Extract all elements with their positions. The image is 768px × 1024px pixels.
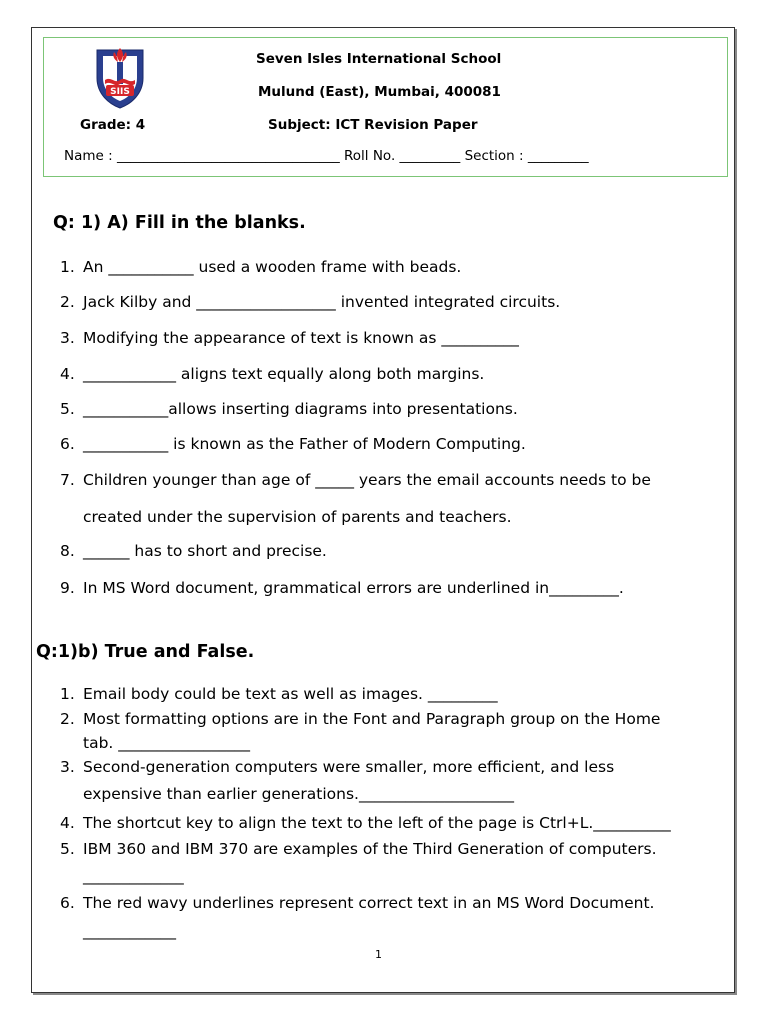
question-number: 4. — [60, 814, 75, 832]
question-number: 1. — [60, 258, 75, 276]
question-number: 2. — [60, 293, 75, 311]
question-text-continued: expensive than earlier generations.____________________ — [83, 785, 514, 803]
section-b-title: Q:1)b) True and False. — [36, 642, 255, 662]
question-number: 8. — [60, 542, 75, 560]
question-text-continued: created under the supervision of parents and teachers. — [83, 508, 512, 526]
question-number: 3. — [60, 758, 75, 776]
school-address: Mulund (East), Mumbai, 400081 — [258, 84, 501, 100]
question-number: 3. — [60, 329, 75, 347]
question-number: 2. — [60, 710, 75, 728]
question-text: The shortcut key to align the text to the left of the page is Ctrl+L.__________ — [83, 814, 671, 832]
student-details-line: Name : _________________________________ Roll No. _________ Section : _________ — [64, 148, 589, 164]
question-number: 7. — [60, 471, 75, 489]
question-text: ___________allows inserting diagrams into presentations. — [83, 400, 518, 418]
question-text: Most formatting options are in the Font and Paragraph group on the Home — [83, 710, 661, 728]
question-text: Modifying the appearance of text is known as __________ — [83, 329, 519, 347]
section-a-title: Q: 1) A) Fill in the blanks. — [53, 213, 306, 233]
subject-label: Subject: ICT Revision Paper — [268, 117, 478, 133]
question-text: An ___________ used a wooden frame with beads. — [83, 258, 462, 276]
question-text: Second-generation computers were smaller, more efficient, and less — [83, 758, 615, 776]
question-number: 5. — [60, 840, 75, 858]
question-number: 6. — [60, 435, 75, 453]
grade-label: Grade: 4 — [80, 117, 146, 133]
question-text: In MS Word document, grammatical errors are underlined in_________. — [83, 579, 624, 597]
question-text-continued: tab. _________________ — [83, 734, 251, 752]
question-text: Children younger than age of _____ years the email accounts needs to be — [83, 471, 651, 489]
question-text: The red wavy underlines represent correct text in an MS Word Document. — [83, 894, 655, 912]
question-number: 1. — [60, 685, 75, 703]
question-text-continued: ____________ — [83, 922, 176, 940]
question-number: 6. — [60, 894, 75, 912]
question-number: 4. — [60, 365, 75, 383]
question-number: 9. — [60, 579, 75, 597]
page-number: 1 — [375, 948, 382, 961]
school-logo-icon — [93, 44, 147, 110]
question-text: Email body could be text as well as images. _________ — [83, 685, 498, 703]
logo-lettering: SIIS — [110, 87, 130, 97]
question-text: Jack Kilby and __________________ invented integrated circuits. — [83, 293, 561, 311]
question-text: ___________ is known as the Father of Modern Computing. — [83, 435, 526, 453]
school-name: Seven Isles International School — [256, 51, 502, 67]
question-number: 5. — [60, 400, 75, 418]
question-text-continued: _____________ — [83, 867, 184, 885]
question-text: ______ has to short and precise. — [83, 542, 327, 560]
question-text: IBM 360 and IBM 370 are examples of the Third Generation of computers. — [83, 840, 657, 858]
question-text: ____________ aligns text equally along both margins. — [83, 365, 485, 383]
